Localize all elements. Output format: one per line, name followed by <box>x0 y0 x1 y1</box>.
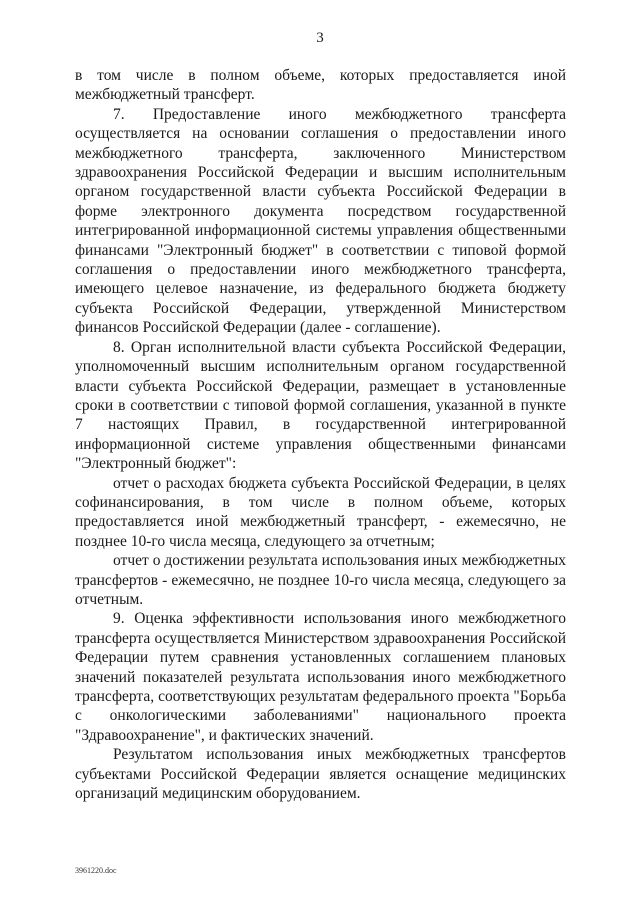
page-number: 3 <box>316 30 324 46</box>
paragraph-clause-7: 7. Предоставление иного межбюджетного трансферта осуществляется на основании соглашения о предоставлении иного межбюджетного трансферта, заключенного Министерством здравоохранения Российской Федерации и высшим исполнительным органом государственной власти субъекта Российской Федерации в форме электронного документа посредством государственной интегрированной информационной системы управления общественными финансами "Электронный бюджет" в соответствии с типовой формой соглашения о предоставлении иного межбюджетного трансферта, имеющего целевое назначение, из федерального бюджета бюджету субъекта Российской Федерации, утвержденной Министерством финансов Российской Федерации (далее - соглашение). <box>75 105 566 337</box>
footer-file-name: 3961220.doc <box>75 866 117 875</box>
paragraph-continuation: в том числе в полном объеме, которых предоставляется иной межбюджетный трансферт. <box>75 67 566 104</box>
paragraph-result-statement: Результатом использования иных межбюджетных трансфертов субъектами Российской Федерации является оснащение медицинских организаций медицинским оборудованием. <box>75 746 566 803</box>
paragraph-result-report: отчет о достижении результата использования иных межбюджетных трансфертов - ежемесячно, не позднее 10-го числа месяца, следующего за отчетным. <box>75 552 566 608</box>
paragraph-expense-report: отчет о расходах бюджета субъекта Российской Федерации, в целях софинансирования, в том числе в полном объеме, которых предоставляется иной межбюджетный трансферт, - ежемесячно, не позднее 10-го числа месяца, следующего за отчетным; <box>75 474 566 550</box>
paragraph-clause-9: 9. Оценка эффективности использования иного межбюджетного трансферта осуществляется Министерством здравоохранения Российской Федерации путем сравнения установленных соглашением плановых значений показателей результата использования иного межбюджетного трансферта, соответствующих результатам федерального проекта "Борьба с онкологическими заболеваниями" национального проекта "Здравоохранение", и фактических значений. <box>75 610 566 744</box>
document-body <box>75 66 566 803</box>
paragraph-clause-8: 8. Орган исполнительной власти субъекта Российской Федерации, уполномоченный высшим исполнительным органом государственной власти субъекта Российской Федерации, размещает в установленные сроки в соответствии с типовой формой соглашения, указанной в пункте 7 настоящих Правил, в государственной интегрированной информационной системе управления общественными финансами "Электронный бюджет": <box>75 338 566 473</box>
